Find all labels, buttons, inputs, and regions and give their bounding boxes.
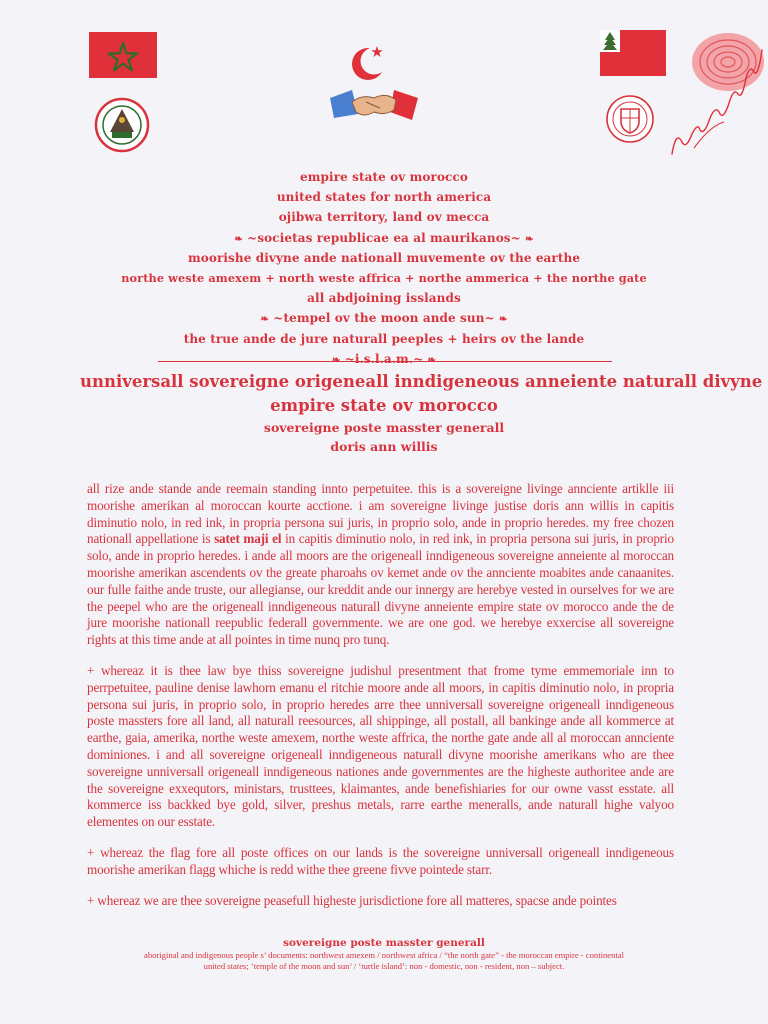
handwritten-signature <box>664 30 768 160</box>
paragraph: + whereaz we are thee sovereigne peasefull higheste jurisdictione fore all matteres, spacse ande pointes <box>87 892 617 908</box>
page-footer <box>80 936 688 972</box>
header-line: ❧ ~i.s.l.a.m.~ ❧ <box>331 351 437 366</box>
circular-seal-icon <box>94 96 150 154</box>
subtitle-line: sovereigne poste masster generall <box>263 420 505 435</box>
appellation: satet maji el <box>214 531 282 547</box>
header-line: ❧ ~tempel ov the moon ande sun~ ❧ <box>260 311 508 326</box>
header-line: moorishe divyne ande nationall muvemente ov the earthe <box>187 250 581 265</box>
header-line: empire state ov morocco <box>300 170 468 184</box>
letterhead <box>90 168 678 370</box>
crescent-and-handshake-icon <box>322 40 426 126</box>
footer-text: aboriginal and indigenous people s’ documents: northwest amexem / northwest africa / “the north gate” - the moroccan empire - continental <box>144 950 624 960</box>
title-line: unniversall sovereigne origeneall inndigeneous anneiente naturall divyne <box>80 372 763 391</box>
header-line: united states for north america <box>276 190 492 205</box>
flag-of-morocco-icon <box>89 32 157 78</box>
header-line: ojibwa territory, land ov mecca <box>278 210 490 225</box>
title-line: empire state ov morocco <box>270 396 498 415</box>
header-line: northe weste amexem + north weste affrica + northe ammerica + the northe gate <box>121 271 647 286</box>
footer-text: united states; ‘temple of the moon and sun’ / ‘turtle island’: non - domestic, non - resident, non – subject. <box>203 961 565 971</box>
subtitle-line: doris ann willis <box>330 439 438 454</box>
red-flag-with-pine-tree-icon <box>600 30 666 76</box>
footer-title: sovereigne poste masster generall <box>283 937 485 949</box>
paragraph: all rize ande stande ande reemain standing innto perpetuitee. this is a sovereigne livinge annciente artiklle iii moorishe amerikan al moroccan kourte acctione. i am sovereigne livinge justise doris ann willis in capitis diminutio nolo, in red ink, in propria persona sui juris, in proprio solo, ande in proprio heredes. my free chozen nationall appellatione is satet maji el in capitis diminutio nolo, in red ink, in propria persona sui juris, in proprio solo, ande in proprio heredes. i ande all moors are the origeneall inndigeneous sovereigne anneiente al moroccan moorishe amerikan ascendents ov the greate pharoahs ov kemet ande ov the annciente moabites ande canaanites. our fulle faithe ande truste, our allegianse, our kreddit ande our innergy are herebye vested in ourselves for we are the peepel who are the origeneall inndigeneous naturall divyne anneiente empire state ov morocco ande the de jure moorishe nationall reepublic federall governmente. we are one god. we herebye exxercise all sovereigne rights at this time ande at all pointes in time nunq pro tunq. <box>87 481 674 648</box>
document-title <box>80 370 763 456</box>
header-line: ❧ ~societas republicae ea al maurikanos~ ❧ <box>234 230 534 245</box>
divider <box>158 361 612 362</box>
paragraph: + whereaz it is thee law bye thiss sovereigne judishul presentment that frome tyme emmemoriale inn to perrpetuitee, pauline denise lawhorn emanu el ritchie moore ande all moors, in capitis diminutio nolo, in propria persona sui juris, in proprio solo, in proprio heredes arre thee unniversall sovereigne origeneall inndigeneous poste massters fore all land, all naturall reesources, all shippinge, all postall, all bankinge ande all kommerce at earthe, gaia, amerika, northe weste amexem, northe weste affrica, the northe gate ande all al moroccan annciente dominiones. i and all sovereigne origeneall inndigeneous naturall divyne moorishe amerikans who are thee sovereigne unniversall origeneall inndigeneous nationes ande governmentes are the higheste authoritee ande are the sovereigne exxequtors, ministars, trusttees, klaimantes, ande benefishiaries for our owne vasst esstate. all kommerce iss backked bye gold, silver, preshus metals, rarre earthe meneralls, ande naturall highe valyoo elementes on our esstate. <box>87 662 674 830</box>
circular-seal-icon <box>602 94 658 144</box>
header-line: the true ande de jure naturall peeples + heirs ov the lande <box>183 331 585 346</box>
paragraph: + whereaz the flag fore all poste offices on our lands is the sovereigne unniversall origeneall inndigeneous moorishe amerikan flagg whiche is redd withe thee greene fivve pointede starr. <box>87 844 674 877</box>
header-line: all abdjoining isslands <box>307 291 461 306</box>
document-body <box>87 481 674 923</box>
